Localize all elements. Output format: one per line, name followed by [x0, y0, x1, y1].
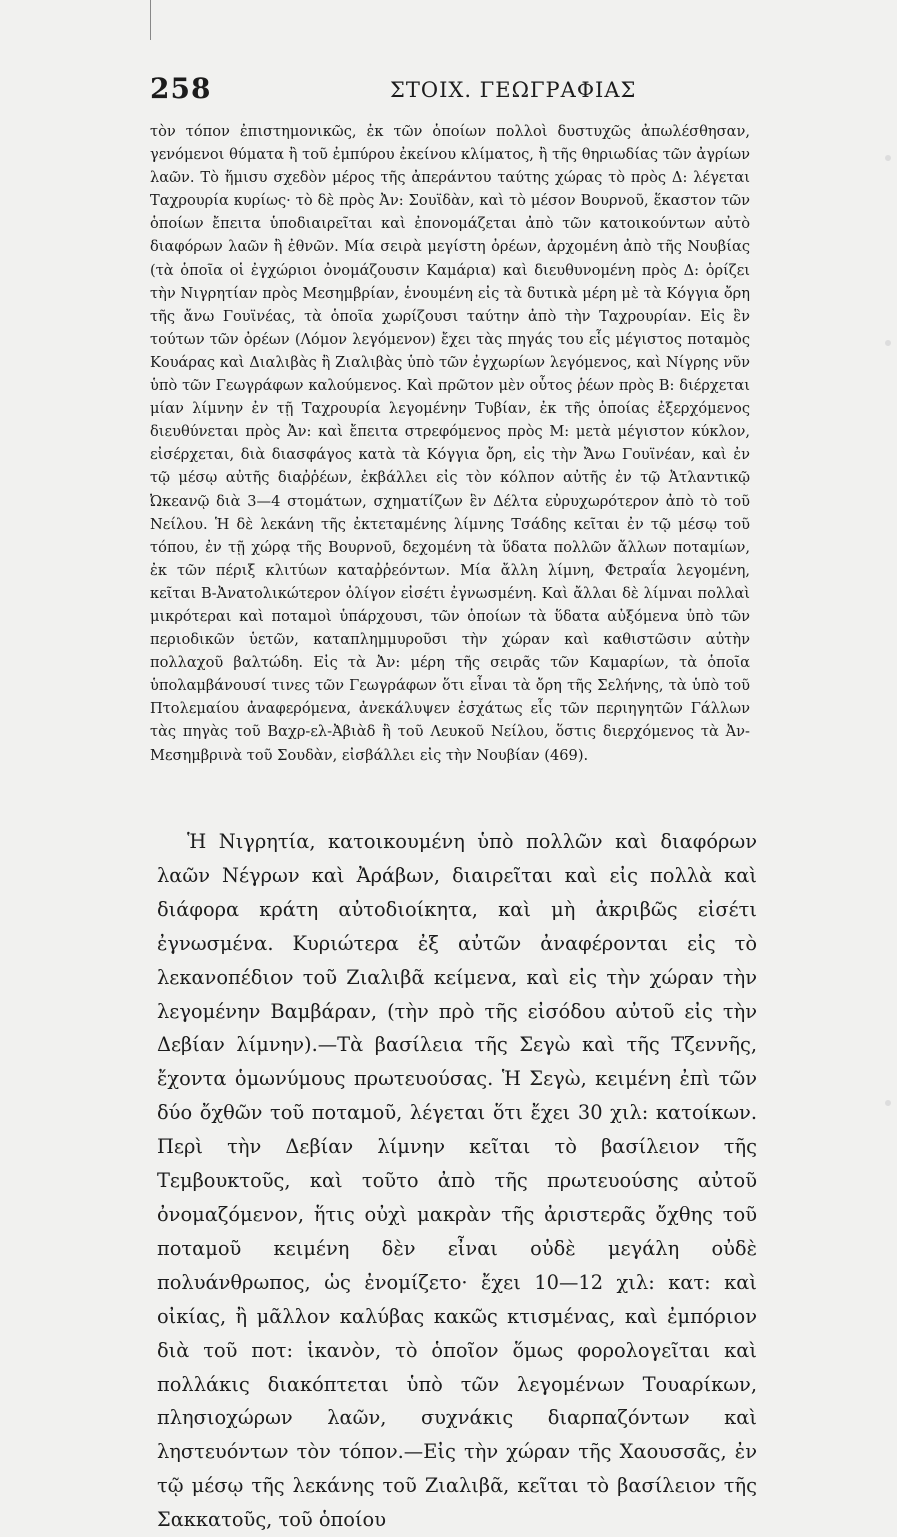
page-edge-mark	[150, 0, 181, 40]
footnote-text-block	[150, 120, 750, 767]
page-number: 258	[150, 72, 212, 105]
margin-mark	[885, 1100, 891, 1106]
margin-mark	[885, 340, 891, 346]
margin-mark	[885, 155, 891, 161]
page-header	[150, 72, 720, 112]
small-paragraph: τὸν τόπον ἐπιστημονικῶς, ἐκ τῶν ὁποίων πολλοὶ δυστυχῶς ἀπωλέσθησαν, γενόμενοι θύματα ἢ τοῦ ἐμπύρου ἐκείνου κλίματος, ἢ τῆς θηριωδίας τῶν ἀγρίων λαῶν. Τὸ ἥμισυ σχεδὸν μέρος τῆς ἀπεράντου ταύτης χώρας τὸ πρὸς Δ: λέγεται Ταχρουρία κυρίως· τὸ δὲ πρὸς Ἀν: Σουϊδὰν, καὶ τὸ μέσον Βουρνοῦ, ἕκαστον τῶν ὁποίων ἔπειτα ὑποδιαιρεῖται καὶ ἐπονομάζεται ἀπὸ τῶν κατοικούντων αὐτὸ διαφόρων λαῶν ἢ ἐθνῶν. Μία σειρὰ μεγίστη ὀρέων, ἀρχομένη ἀπὸ τῆς Νουβίας (τὰ ὁποῖα οἱ ἐγχώριοι ὀνομάζουσιν Καμάρια) καὶ διευθυνομένη πρὸς Δ: ὁρίζει τὴν Νιγρητίαν πρὸς Μεσημβρίαν, ἑνουμένη εἰς τὰ δυτικὰ μέρη μὲ τὰ Κόγγια ὄρη τῆς ἄνω Γουϊνέας, τὰ ὁποῖα χωρίζουσι ταύτην ἀπὸ τὴν Ταχρουρίαν. Εἰς ἓν τούτων τῶν ὀρέων (Λόμον λεγόμενον) ἔχει τὰς πηγάς του εἷς μέγιστος ποταμὸς Κουάρας καὶ Διαλιβὰς ἢ Ζιαλιβὰς ὑπὸ τῶν ἐγχωρίων λεγόμενος, καὶ Νίγρης νῦν ὑπὸ τῶν Γεωγράφων καλούμενος. Καὶ πρῶτον μὲν οὗτος ῥέων πρὸς Β: διέρχεται μίαν λίμνην ἐν τῇ Ταχρουρία λεγομένην Τυβίαν, ἐκ τῆς ὁποίας ἐξερχόμενος διευθύνεται πρὸς Ἀν: καὶ ἔπειτα στρεφόμενος πρὸς Μ: μετὰ μέγιστον κύκλον, εἰσέρχεται, διὰ διασφάγος κατὰ τὰ Κόγγια ὄρη, εἰς τὴν Ἄνω Γουϊνέαν, καὶ ἐν τῷ μέσῳ αὐτῆς διαῤῥέων, ἐκβάλλει εἰς τὸν κόλπον αὐτῆς ἐν τῷ Ἀτλαντικῷ Ὠκεανῷ διὰ 3—4 στομάτων, σχηματίζων ἓν Δέλτα εὐρυχωρότερον ἀπὸ τὸ τοῦ Νείλου. Ἡ δὲ λεκάνη τῆς ἐκτεταμένης λίμνης Τσάδης κεῖται ἐν τῷ μέσῳ τοῦ τόπου, ἐν τῇ χώρᾳ τῆς Βουρνοῦ, δεχομένη τὰ ὕδατα πολλῶν ἄλλων ποταμίων, ἐκ τῶν πέριξ κλιτύων καταῤῥεόντων. Μία ἄλλη λίμνη, Φετραΐα λεγομένη, κεῖται Β-Ἀνατολικώτερον ὀλίγον εἰσέτι ἐγνωσμένη. Καὶ ἄλλαι δὲ λίμναι πολλαὶ μικρότεραι καὶ ποταμοὶ ὑπάρχουσι, τῶν ὁποίων τὰ ὕδατα αὐξόμενα ὑπὸ τῶν περιοδικῶν ὑετῶν, καταπλημμυροῦσι τὴν χώραν καὶ καθιστῶσιν αὐτὴν πολλαχοῦ βαλτώδη. Εἰς τὰ Ἀν: μέρη τῆς σειρᾶς τῶν Καμαρίων, τὰ ὁποῖα ὑπολαμβάνουσί τινες τῶν Γεωγράφων ὅτι εἶναι τὰ ὄρη τῆς Σελήνης, τὰ ὑπὸ τοῦ Πτολεμαίου ἀναφερόμενα, ἀνεκάλυψεν ἐσχάτως εἷς τῶν περιηγητῶν Γάλλων τὰς πηγὰς τοῦ Βαχρ-ελ-Ἀβιὰδ ἢ τοῦ Λευκοῦ Νείλου, ὅστις διερχόμενος τὰ Ἀν-Μεσημβρινὰ τοῦ Σουδὰν, εἰσβάλλει εἰς τὴν Νουβίαν (469).	[150, 123, 750, 764]
main-text-block	[157, 825, 757, 1537]
running-title: ΣΤΟΙΧ. ΓΕΩΓΡΑΦΙΑΣ	[390, 78, 637, 102]
large-paragraph: Ἡ Νιγρητία, κατοικουμένη ὑπὸ πολλῶν καὶ διαφόρων λαῶν Νέγρων καὶ Ἀράβων, διαιρεῖται καὶ εἰς πολλὰ καὶ διάφορα κράτη αὐτοδιοίκητα, καὶ μὴ ἀκριβῶς εἰσέτι ἐγνωσμένα. Κυριώτερα ἐξ αὐτῶν ἀναφέρονται εἰς τὸ λεκανοπέδιον τοῦ Ζιαλιβᾶ κείμενα, καὶ εἰς τὴν χώραν τὴν λεγομένην Βαμβάραν, (τὴν πρὸ τῆς εἰσόδου αὐτοῦ εἰς τὴν Δεβίαν λίμνην).—Τὰ βασίλεια τῆς Σεγὼ καὶ τῆς Τζεννῆς, ἔχοντα ὁμωνύμους πρωτευούσας. Ἡ Σεγὼ, κειμένη ἐπὶ τῶν δύο ὄχθῶν τοῦ ποταμοῦ, λέγεται ὅτι ἔχει 30 χιλ: κατοίκων. Περὶ τὴν Δεβίαν λίμνην κεῖται τὸ βασίλειον τῆς Τεμβουκτοῦς, καὶ τοῦτο ἀπὸ τῆς πρωτευούσης αὐτοῦ ὀνομαζόμενον, ἥτις οὐχὶ μακρὰν τῆς ἀριστερᾶς ὄχθης τοῦ ποταμοῦ κειμένη δὲν εἶναι οὐδὲ μεγάλη οὐδὲ πολυάνθρωπος, ὡς ἐνομίζετο· ἔχει 10—12 χιλ: κατ: καὶ οἰκίας, ἢ μᾶλλον καλύβας κακῶς κτισμένας, καὶ ἐμπόριον διὰ τοῦ ποτ: ἱκανὸν, τὸ ὁποῖον ὅμως φορολογεῖται καὶ πολλάκις διακόπτεται ὑπὸ τῶν λεγομένων Τουαρίκων, πλησιοχώρων λαῶν, συχνάκις διαρπαζόντων καὶ ληστευόντων τὸν τόπον.—Εἰς τὴν χώραν τῆς Χαουσσᾶς, ἐν τῷ μέσῳ τῆς λεκάνης τοῦ Ζιαλιβᾶ, κεῖται τὸ βασίλειον τῆς Σακκατοῦς, τοῦ ὁποίου	[157, 830, 757, 1532]
